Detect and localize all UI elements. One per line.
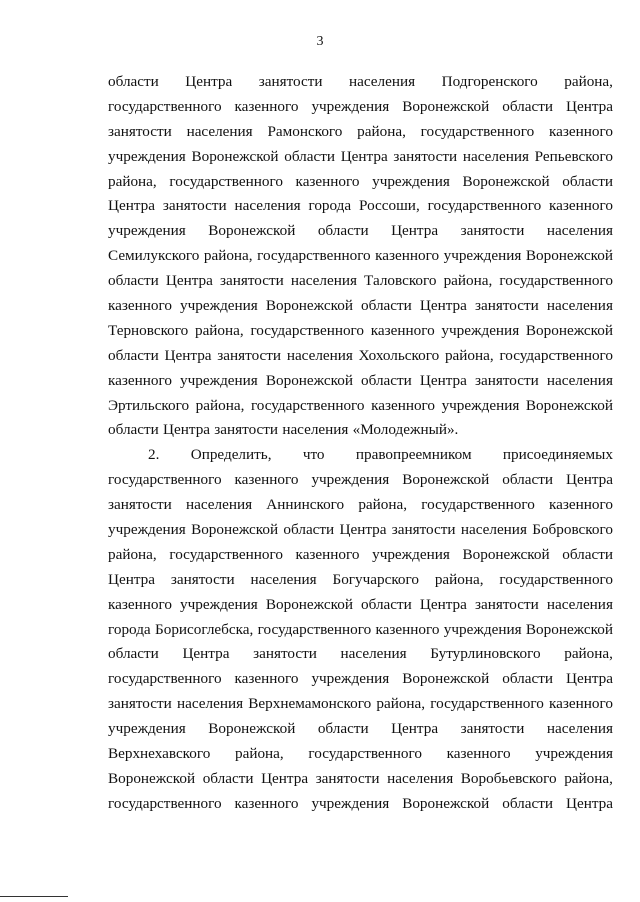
- text-line: государственного казенного учреждения Воронежской области Центра: [108, 97, 613, 115]
- text-line: области Центра занятости населения Бутурлиновского района,: [108, 645, 613, 663]
- text-line: Эртильского района, государственного казенного учреждения Воронежской: [108, 396, 613, 414]
- text-line: области Центра занятости населения «Молодежный».: [108, 421, 459, 439]
- text-line: государственного казенного учреждения Воронежской области Центра: [108, 794, 613, 812]
- text-line: учреждения Воронежской области Центра занятости населения Бобровского: [108, 521, 613, 539]
- text-line: области Центра занятости населения Таловского района, государственного: [108, 272, 613, 290]
- text-line: Центра занятости населения города Россоши, государственного казенного: [108, 197, 613, 215]
- text-line: Центра занятости населения Богучарского района, государственного: [108, 570, 613, 588]
- text-line: занятости населения Рамонского района, государственного казенного: [108, 122, 613, 140]
- footer-divider: [0, 896, 68, 897]
- text-line: района, государственного казенного учреждения Воронежской области: [108, 172, 613, 190]
- page-number: 3: [316, 34, 324, 49]
- document-body: [108, 70, 613, 817]
- text-line: Воронежской области Центра занятости населения Воробьевского района,: [108, 769, 613, 787]
- text-line: Терновского района, государственного казенного учреждения Воронежской: [108, 321, 613, 339]
- text-line: учреждения Воронежской области Центра занятости населения: [108, 222, 613, 240]
- text-line: занятости населения Аннинского района, государственного казенного: [108, 496, 613, 514]
- text-line: Верхнехавского района, государственного казенного учреждения: [108, 745, 613, 763]
- text-line: района, государственного казенного учреждения Воронежской области: [108, 545, 613, 563]
- text-line: области Центра занятости населения Хохольского района, государственного: [108, 346, 613, 364]
- text-line: области Центра занятости населения Подгоренского района,: [108, 73, 613, 90]
- text-line: учреждения Воронежской области Центра занятости населения: [108, 720, 613, 738]
- text-line: казенного учреждения Воронежской области Центра занятости населения: [108, 595, 613, 613]
- text-line: казенного учреждения Воронежской области Центра занятости населения: [108, 297, 613, 315]
- text-line: казенного учреждения Воронежской области Центра занятости населения: [108, 371, 613, 389]
- text-line: города Борисоглебска, государственного казенного учреждения Воронежской: [108, 620, 613, 638]
- text-line: государственного казенного учреждения Воронежской области Центра: [108, 471, 613, 489]
- text-line: учреждения Воронежской области Центра занятости населения Репьевского: [108, 147, 613, 165]
- text-line: 2. Определить, что правопреемником присоединяемых: [148, 446, 613, 464]
- text-line: государственного казенного учреждения Воронежской области Центра: [108, 670, 613, 688]
- text-line: занятости населения Верхнемамонского района, государственного казенного: [108, 695, 613, 713]
- text-line: Семилукского района, государственного казенного учреждения Воронежской: [108, 247, 613, 265]
